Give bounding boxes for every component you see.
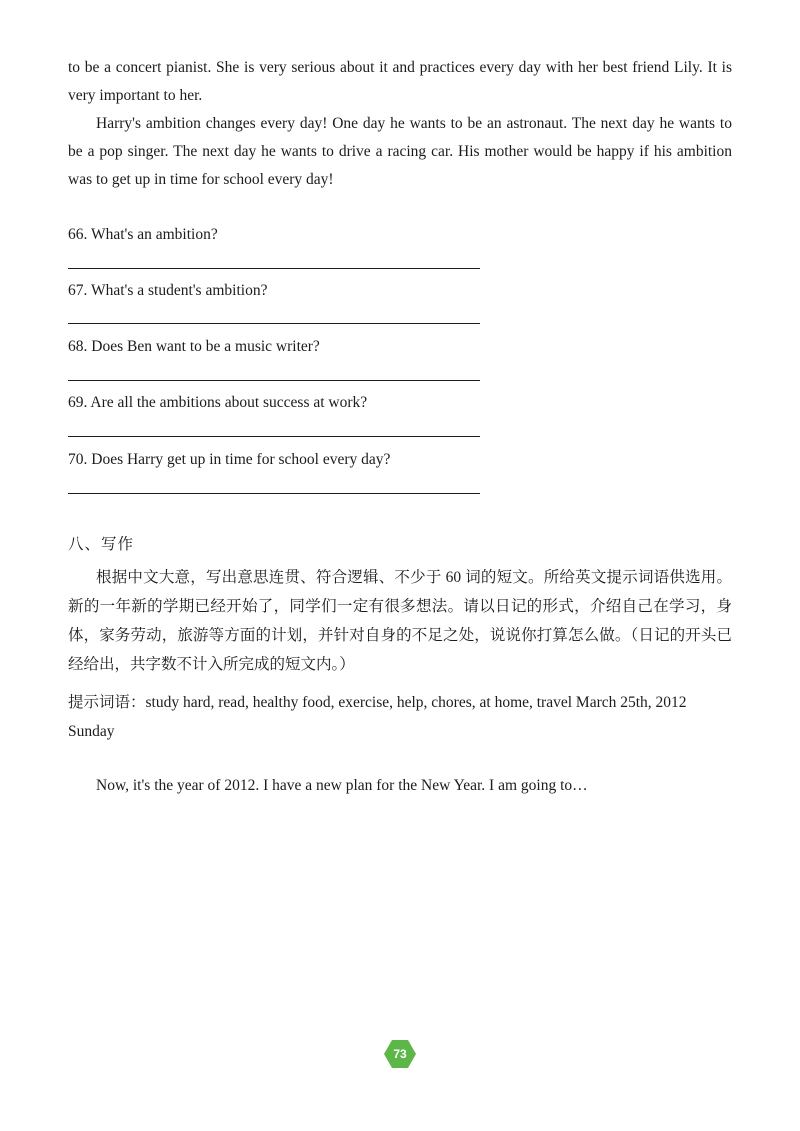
passage-paragraph-1: to be a concert pianist. She is very serious about it and practices every day with her best friend Lily. It is very important to her. (68, 59, 732, 104)
page-number-badge (384, 1040, 416, 1068)
question-70: 70. Does Harry get up in time for school every day? (68, 451, 391, 468)
hint-label: 提示词语： (68, 694, 146, 711)
answer-line-69 (68, 436, 480, 437)
question-66: 66. What's an ambition? (68, 226, 218, 243)
answer-line-68 (68, 380, 480, 381)
writing-instructions: 根据中文大意，写出意思连贯、符合逻辑、不少于 60 词的短文。所给英文提示词语供选用。新的一年新的学期已经开始了，同学们一定有很多想法。请以日记的形式，介绍自己在学习，身体，家务劳动，旅游等方面的计划，并针对自身的不足之处，说说你打算怎么做。（日记的开头已经给出，共字数不计入所完成的短文内。） (68, 569, 732, 673)
diary-opening-line: Now, it's the year of 2012. I have a new plan for the New Year. I am going to… (96, 777, 588, 794)
hint-words (68, 688, 732, 746)
question-68: 68. Does Ben want to be a music writer? (68, 338, 320, 355)
section-title-writing: 八、写作 (68, 536, 135, 553)
passage-paragraph-2: Harry's ambition changes every day! One day he wants to be an astronaut. The next day he wants to be a pop singer. The next day he wants to drive a racing car. His mother would be happy if his ambition was to get up in time for school every day! (68, 115, 732, 188)
answer-line-66 (68, 268, 480, 269)
answer-line-70 (68, 493, 480, 494)
question-69: 69. Are all the ambitions about success at work? (68, 394, 368, 411)
answer-line-67 (68, 323, 480, 324)
question-67: 67. What's a student's ambition? (68, 282, 268, 299)
hint-words-list: study hard, read, healthy food, exercise, help, chores, at home, travel March 25th, 2012 Sunday (68, 694, 687, 740)
page-number: 73 (393, 1047, 407, 1061)
